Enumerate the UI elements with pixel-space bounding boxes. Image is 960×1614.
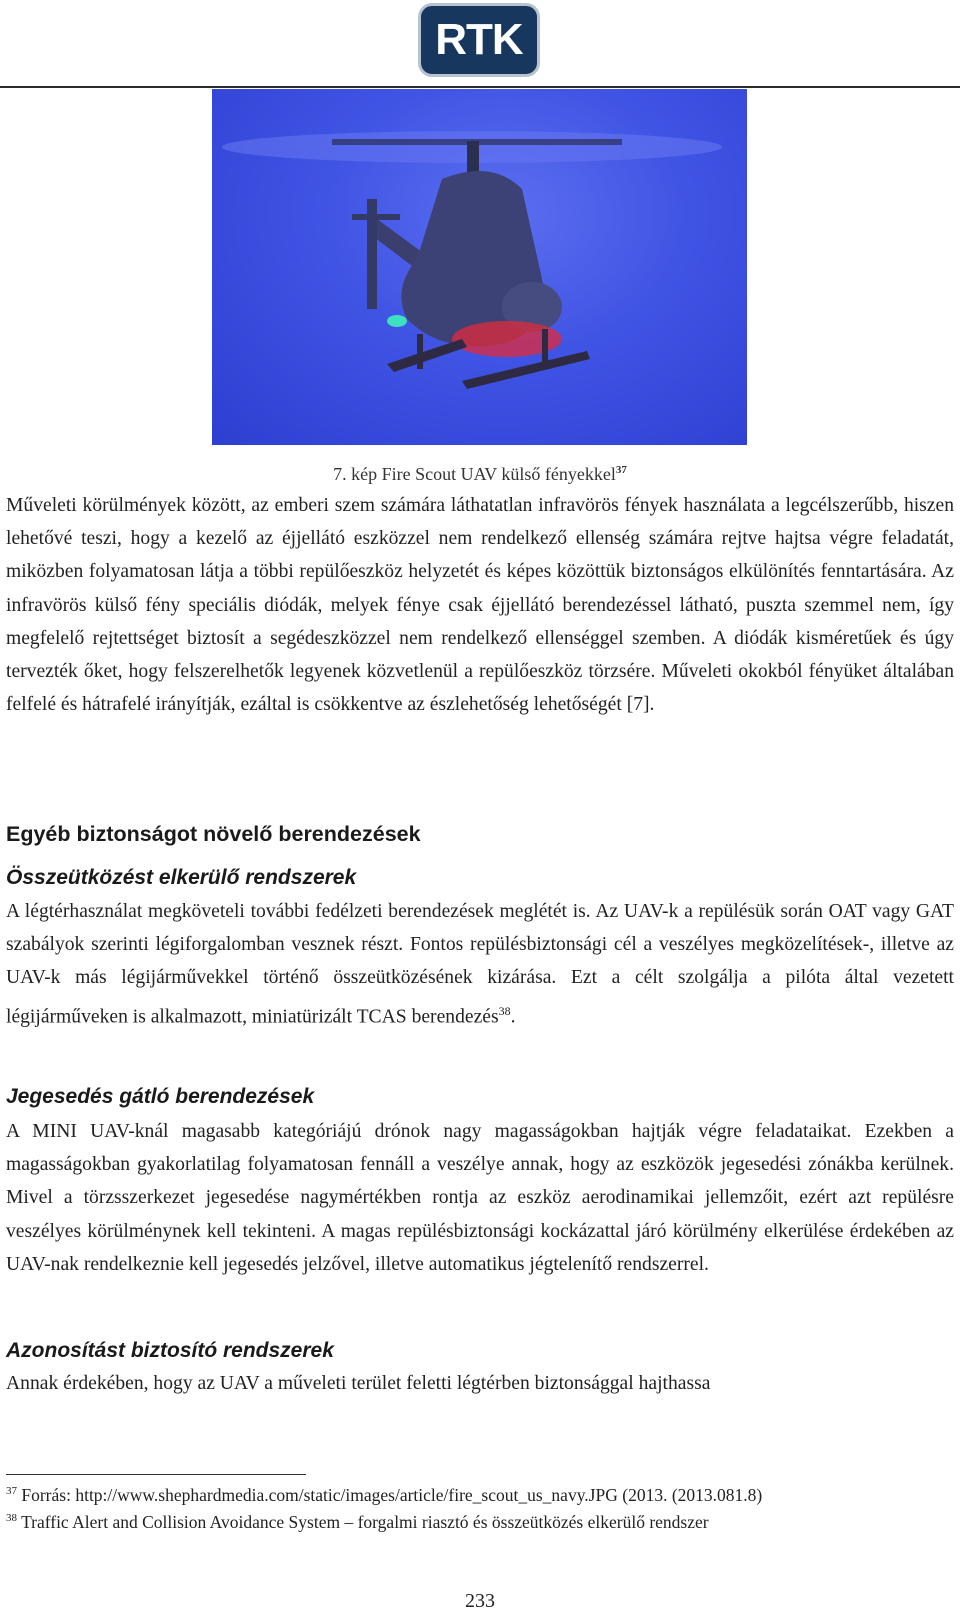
figure-caption <box>0 464 960 485</box>
skid-left <box>387 339 467 372</box>
paragraph-collision-text: A légtérhasználat megköveteli további fedélzeti berendezések meglétét is. Az UAV-k a repülésük során OAT vagy GAT szabályok szerinti légiforgalomban vesznek részt. Fontos repülésbiztonsági cél a veszélyes megközelítések-, illetve az UAV-k más légijárművekkel történő összeütközésének kizárása. Ezt a célt szolgálja a pilóta által vezetett légijárműveken is alkalmazott, miniatürizált TCAS berendezés <box>6 901 954 1028</box>
section-heading: Egyéb biztonságot növelő berendezések <box>6 822 421 846</box>
caption-footnote-ref: 37 <box>615 464 627 476</box>
footnote-38-text: Traffic Alert and Collision Avoidance System – forgalmi riasztó és összeütközés elkerülő rendszer <box>21 1512 709 1532</box>
footnote-37-num: 37 <box>6 1485 17 1498</box>
tail-rotor <box>352 214 400 220</box>
green-light <box>387 315 407 327</box>
footnote-rule <box>6 1474 306 1475</box>
paragraph-collision <box>6 895 954 1033</box>
footnote-37-text: Forrás: http://www.shephardmedia.com/static/images/article/fire_scout_us_navy.JPG (2013. (2013.081.8) <box>21 1485 763 1505</box>
paragraph-icing: A MINI UAV-knál magasabb kategóriájú drónok nagy magasságokban hajtják végre feladataikat. Ezekben a magasságokban gyakorlatilag folyamatosan fennáll a veszélye annak, hogy az eszközök jegesedési zónákba kerülnek. Mivel a törzsszerkezet jegesedése nagymértékben rontja az eszköz aerodinamikai jellemzőit, ezért azt repülésre veszélyes körülménynek kell tekinteni. A magas repülésbiztonsági kockázattal járó körülmény elkerülése érdekében az UAV-nak rendelkeznie kell jegesedés jelzővel, illetve automatikus jégtelenítő rendszerrel. <box>6 1121 954 1275</box>
footnote-37 <box>6 1485 762 1506</box>
skid-right <box>462 351 590 389</box>
page-number: 233 <box>465 1590 495 1612</box>
rtk-logo <box>418 3 540 77</box>
logo-text: RTK <box>435 15 523 64</box>
caption-text: 7. kép Fire Scout UAV külső fényekkel <box>333 464 616 484</box>
skid-strut-1 <box>417 334 423 369</box>
fire-scout-photo <box>212 89 747 445</box>
helicopter-illustration <box>212 89 747 445</box>
skid-strut-2 <box>542 329 548 369</box>
footnote-38 <box>6 1512 709 1533</box>
paragraph-collision-end: . <box>510 1006 516 1028</box>
rotor-mast <box>467 141 479 175</box>
footnote-ref-38: 38 <box>498 1003 511 1018</box>
header <box>0 0 960 92</box>
subheading-identification: Azonosítást biztosító rendszerek <box>6 1339 334 1362</box>
header-rule <box>0 86 960 88</box>
subheading-collision: Összeütközést elkerülő rendszerek <box>6 866 357 889</box>
paragraph-identification: Annak érdekében, hogy az UAV a műveleti terület feletti légtérben biztonsággal hajthassa <box>6 1373 711 1394</box>
footnote-38-num: 38 <box>6 1512 17 1525</box>
subheading-icing: Jegesedés gátló berendezések <box>6 1085 315 1108</box>
paragraph-infrared: Műveleti körülmények között, az emberi szem számára láthatatlan infravörös fények használata a legcélszerűbb, hiszen lehetővé teszi, hogy a kezelő az éjjellátó eszközzel nem rendelkező ellenség számára rejtve hajtsa végre feladatát, miközben folyamatosan látja a többi repülőeszköz helyzetét és képes közöttük biztonságos elkülönítés fenntartására. Az infravörös külső fény speciális diódák, melyek fénye csak éjjellátó berendezéssel látható, puszta szemmel nem, így megfelelő rejtettséget biztosít a segédeszközzel nem rendelkező ellenséggel szemben. A diódák kisméretűek és úgy tervezték őket, hogy felszerelhetők legyenek közvetlenül a repülőeszköz törzsére. Műveleti okokból fényüket általában felfelé és hátrafelé irányítják, ezáltal is csökkentve az észlehetőség lehetőségét [7]. <box>6 495 954 716</box>
